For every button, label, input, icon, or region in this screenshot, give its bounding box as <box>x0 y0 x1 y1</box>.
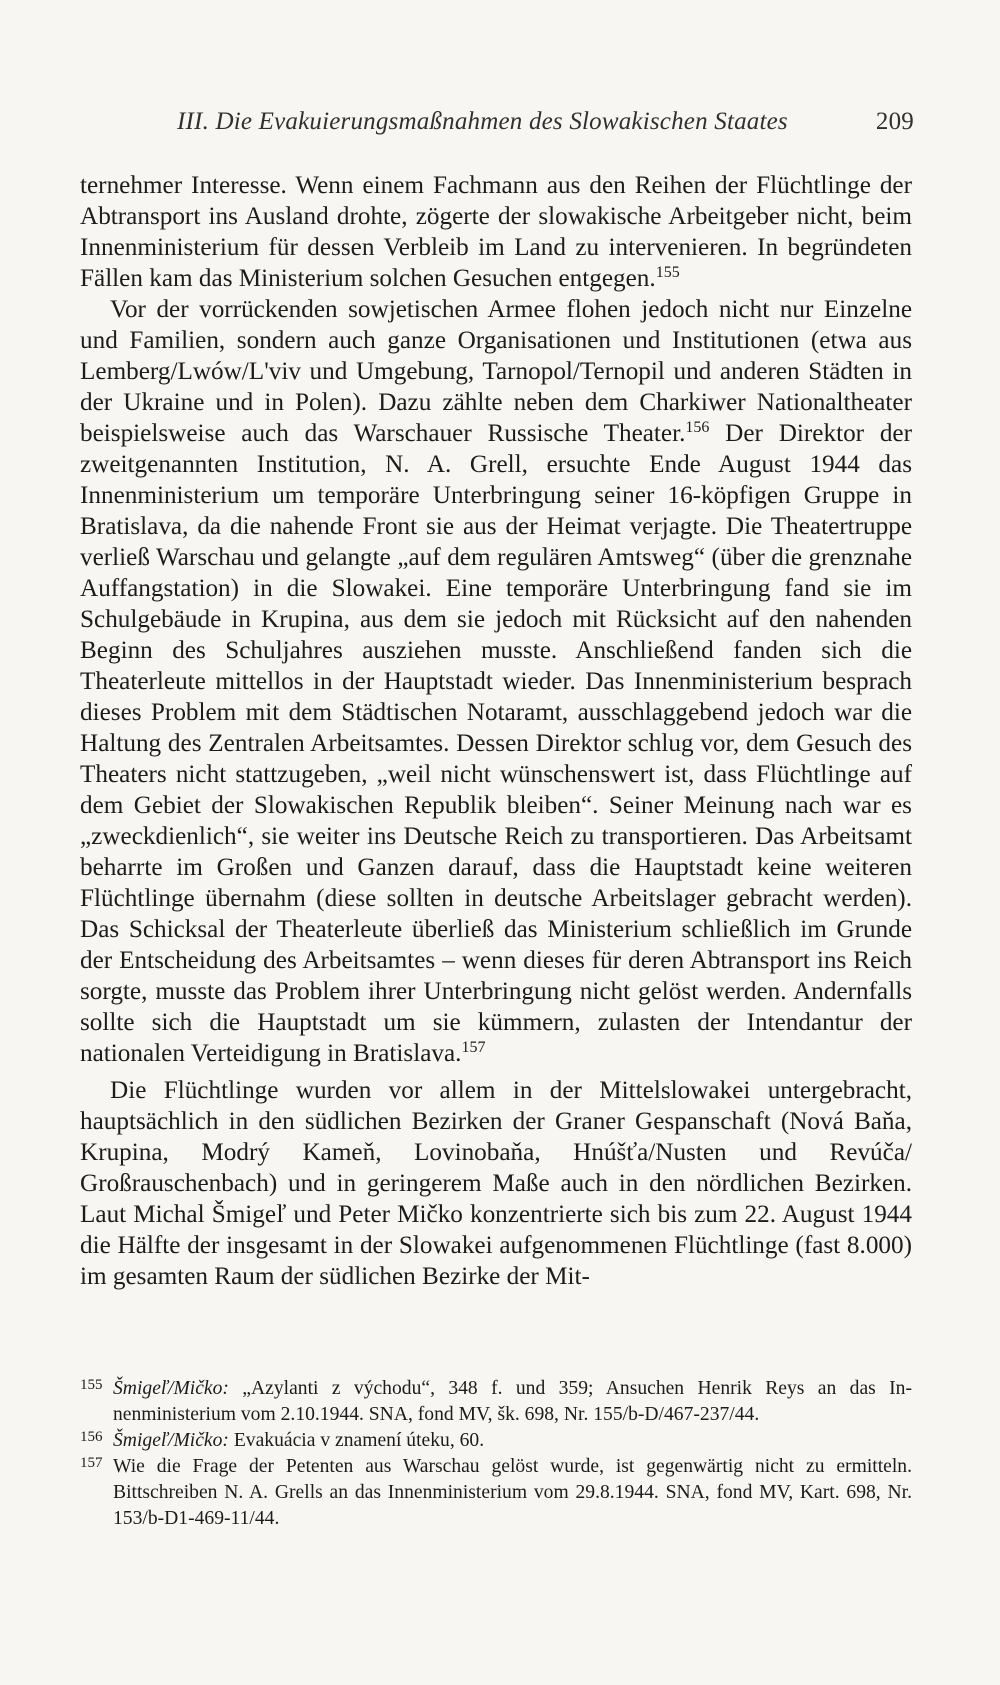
paragraph-1 <box>80 170 912 294</box>
footnote-155 <box>80 1376 912 1428</box>
paragraph-2 <box>80 294 912 1069</box>
main-text <box>80 170 912 1292</box>
paragraph-1-text: ternehmer Interesse. Wenn einem Fachmann aus den Reihen der Flüchtlinge der Abtransport ins Ausland drohte, zögerte der slowakische Arbeitgeber nicht, beim Innenministerium für dessen Verbleib im Land zu intervenieren. In begründeten Fällen kam das Ministerium solchen Gesuchen entgegen. <box>80 172 912 292</box>
footnote-number: 157 <box>80 1455 103 1471</box>
footnote-author: Šmigeľ/Mičko: <box>113 1378 229 1399</box>
footnote-number: 156 <box>80 1429 103 1445</box>
page-number: 209 <box>875 108 914 135</box>
footnote-number: 155 <box>80 1377 103 1393</box>
footnote-author: Šmigeľ/Mičko: <box>113 1430 229 1451</box>
paragraph-3-text: Die Flüchtlinge wurden vor allem in der Mittelslowakei untergebracht, hauptsächlich in den südlichen Bezirken der Graner Gespanschaft (Nová Baňa, Krupina, Modrý Kameň, Lovinobaňa, Hnúšťa/Nusten und Revúča/ Großrauschenbach) und in geringerem Maße auch in den nördlichen Bezirken. Laut Michal Šmigeľ und Peter Mičko konzentrierte sich bis zum 22. August 1944 die Hälfte der insgesamt in der Slowakei aufgenommenen Flüchtlinge (fast 8.000) im gesamten Raum der südlichen Bezirke der Mit- <box>80 1077 912 1290</box>
paragraph-2-text-b: Der Direktor der zweitgenannten Institution, N. A. Grell, ersuchte Ende August 1944 das Innenministerium um temporäre Unterbringung seiner 16-köpfigen Gruppe in Bratislava, da die nahende Front sie aus der Heimat verjagte. Die Theatertruppe verließ Warschau und gelangte „auf dem regulären Amtsweg“ (über die grenznahe Auffangstation) in die Slowakei. Eine temporäre Unterbringung fand sie im Schulgebäude in Krupina, aus dem sie jedoch mit Rücksicht auf den nahenden Beginn des Schuljahres ausziehen musste. Anschließend fanden sich die Theaterleute mittellos in der Hauptstadt wieder. Das Innenministerium besprach dieses Problem mit dem Städtischen Notaramt, ausschlaggebend jedoch war die Haltung des Zentralen Arbeitsamtes. Dessen Direktor schlug vor, dem Gesuch des Theaters nicht stattzugeben, „weil nicht wünschenswert ist, dass Flüchtlinge auf dem Gebiet der Slowakischen Republik bleiben“. Seiner Meinung nach war es „zweckdienlich“, sie weiter ins Deutsche Reich zu transportieren. Das Arbeitsamt beharrte im Großen und Ganzen darauf, dass die Hauptstadt keine weiteren Flüchtlinge übernahm (diese sollten in deutsche Arbeitslager gebracht werden). Das Schicksal der Theaterleute überließ das Ministerium schließlich im Grunde der Entscheidung des Arbeitsamtes – wenn dieses für deren Abtransport ins Reich sorgte, musste das Problem ihrer Unterbringung nicht gelöst werden. Andernfalls sollte sich die Hauptstadt um sie kümmern, zulasten der Intendantur der nationalen Verteidigung in Bratislava. <box>80 420 912 1067</box>
paragraph-3 <box>80 1075 912 1292</box>
footnote-text: Evakuácia v znamení úteku, 60. <box>228 1430 485 1451</box>
footnote-text: Wie die Frage der Petenten aus Warschau gelöst wurde, ist gegenwärtig nicht zu ermitteln. Bittschreiben N. A. Grells an das Innenministerium vom 29.8.1944. SNA, fond MV, Kart. 698, Nr. 153/b-D1-469-11/44. <box>113 1456 912 1529</box>
footnote-ref-157: 157 <box>461 1039 486 1056</box>
footnote-156 <box>80 1428 912 1454</box>
paragraph-2-text-a: Vor der vorrückenden sowjetischen Armee flohen jedoch nicht nur Einzelne und Familien, sondern auch ganze Organisationen und Institutionen (etwa aus Lemberg/Lwów/L'viv und Umgebung, Tarnopol/Ternopil und anderen Städten in der Ukraine und in Polen). Dazu zählte neben dem Charkiwer Nationaltheater beispielsweise auch das Warschauer Russische Theater. <box>80 296 912 447</box>
footnote-ref-156: 156 <box>685 419 710 436</box>
footnote-text: „Azylanti z východu“, 348 f. und 359; Ansuchen Henrik Reys an das Innenministerium vom 2.10.1944. SNA, fond MV, šk. 698, Nr. 155/b-D/467-237/44. <box>113 1378 912 1425</box>
footnote-ref-155: 155 <box>655 264 680 281</box>
running-title: III. Die Evakuierungsmaßnahmen des Slowakischen Staates <box>177 108 788 135</box>
footnote-157 <box>80 1454 912 1532</box>
running-header <box>80 108 920 148</box>
footnotes <box>80 1376 912 1532</box>
